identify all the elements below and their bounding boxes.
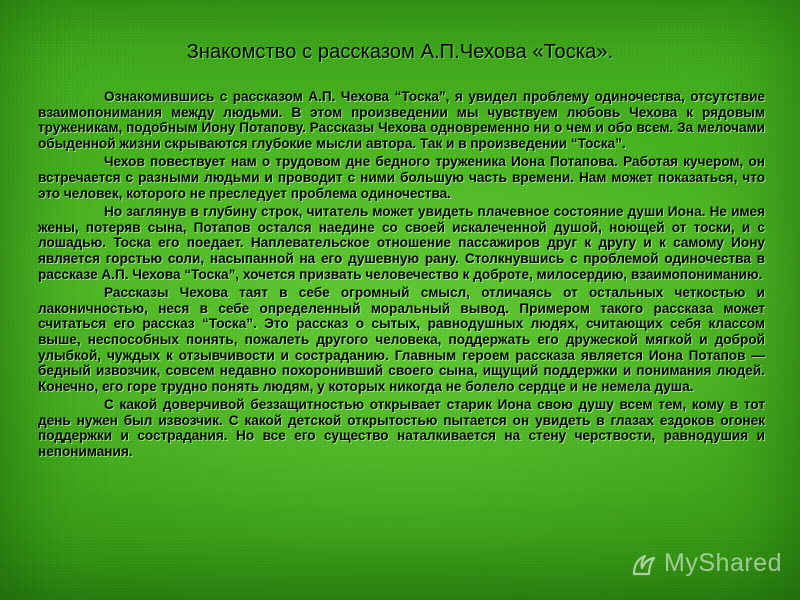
slide-title: Знакомство с рассказом А.П.Чехова «Тоска». bbox=[186, 41, 614, 63]
paragraph-5: С какой доверчивой беззащитностью открывает старик Иона свою душу всем тем, кому в тот день нужен был извозчик. С какой детской открытостью пытается он увидеть в глазах ездоков огонек поддержки и сострадания. Но все его существо наталкивается на стену черствости, равнодушия и непонимания. bbox=[38, 397, 765, 460]
myshared-logo-icon bbox=[630, 550, 660, 578]
paragraph-3: Но заглянув в глубину строк, читатель может увидеть плачевное состояние души Иона. Не имея жены, потеряв сына, Потапов остался наедине со своей искалеченной душой, ноющей от тоски, и с лошадью. Тоска его поедает. Наплевательское отношение пассажиров друг к другу и к самому Иону является горстью соли, насыпанной на его душевную рану. Столкнувшись с проблемой одиночества в рассказе А.П. Чехова “Тоска”, хочется призвать человечество к доброте, милосердию, взаимопониманию. bbox=[38, 204, 765, 282]
watermark-text: MyShared bbox=[664, 549, 782, 577]
paragraph-4: Рассказы Чехова таят в себе огромный смысл, отличаясь от остальных четкостью и лаконичностью, неся в себе определенный моральный вывод. Примером такого рассказа может считаться его рассказ “Тоска”. Это рассказ о сытых, равнодушных людях, считающих себя классом выше, неспособных понять, пожалеть другого человека, поддержать его дружеской мягкой и доброй улыбкой, чуждых к отзывчивости и состраданию. Главным героем рассказа является Иона Потапов — бедный извозчик, совсем недавно похоронивший своего сына, ищущий поддержки и понимания людей. Конечно, его горе трудно понять людям, у которых никогда не болело сердце и не немела душа. bbox=[38, 285, 765, 394]
paragraph-2: Чехов повествует нам о трудовом дне бедного труженика Иона Потапова. Работая кучером, он встречается с разными людьми и проводит с ними большую часть времени. Нам может показаться, что это человек, которого не преследует проблема одиночества. bbox=[38, 154, 765, 201]
watermark bbox=[630, 549, 782, 578]
slide-body bbox=[38, 89, 765, 463]
paragraph-1: Ознакомившись с рассказом А.П. Чехова “Тоска”, я увидел проблему одиночества, отсутствие взаимопонимания между людьми. В этом произведении мы чувствуем любовь Чехова к рядовым труженикам, подобным Иону Потапову. Рассказы Чехова одновременно ни о чем и обо всем. За мелочами обыденной жизни скрываются глубокие мысли автора. Так и в произведении “Тоска”. bbox=[38, 89, 765, 151]
